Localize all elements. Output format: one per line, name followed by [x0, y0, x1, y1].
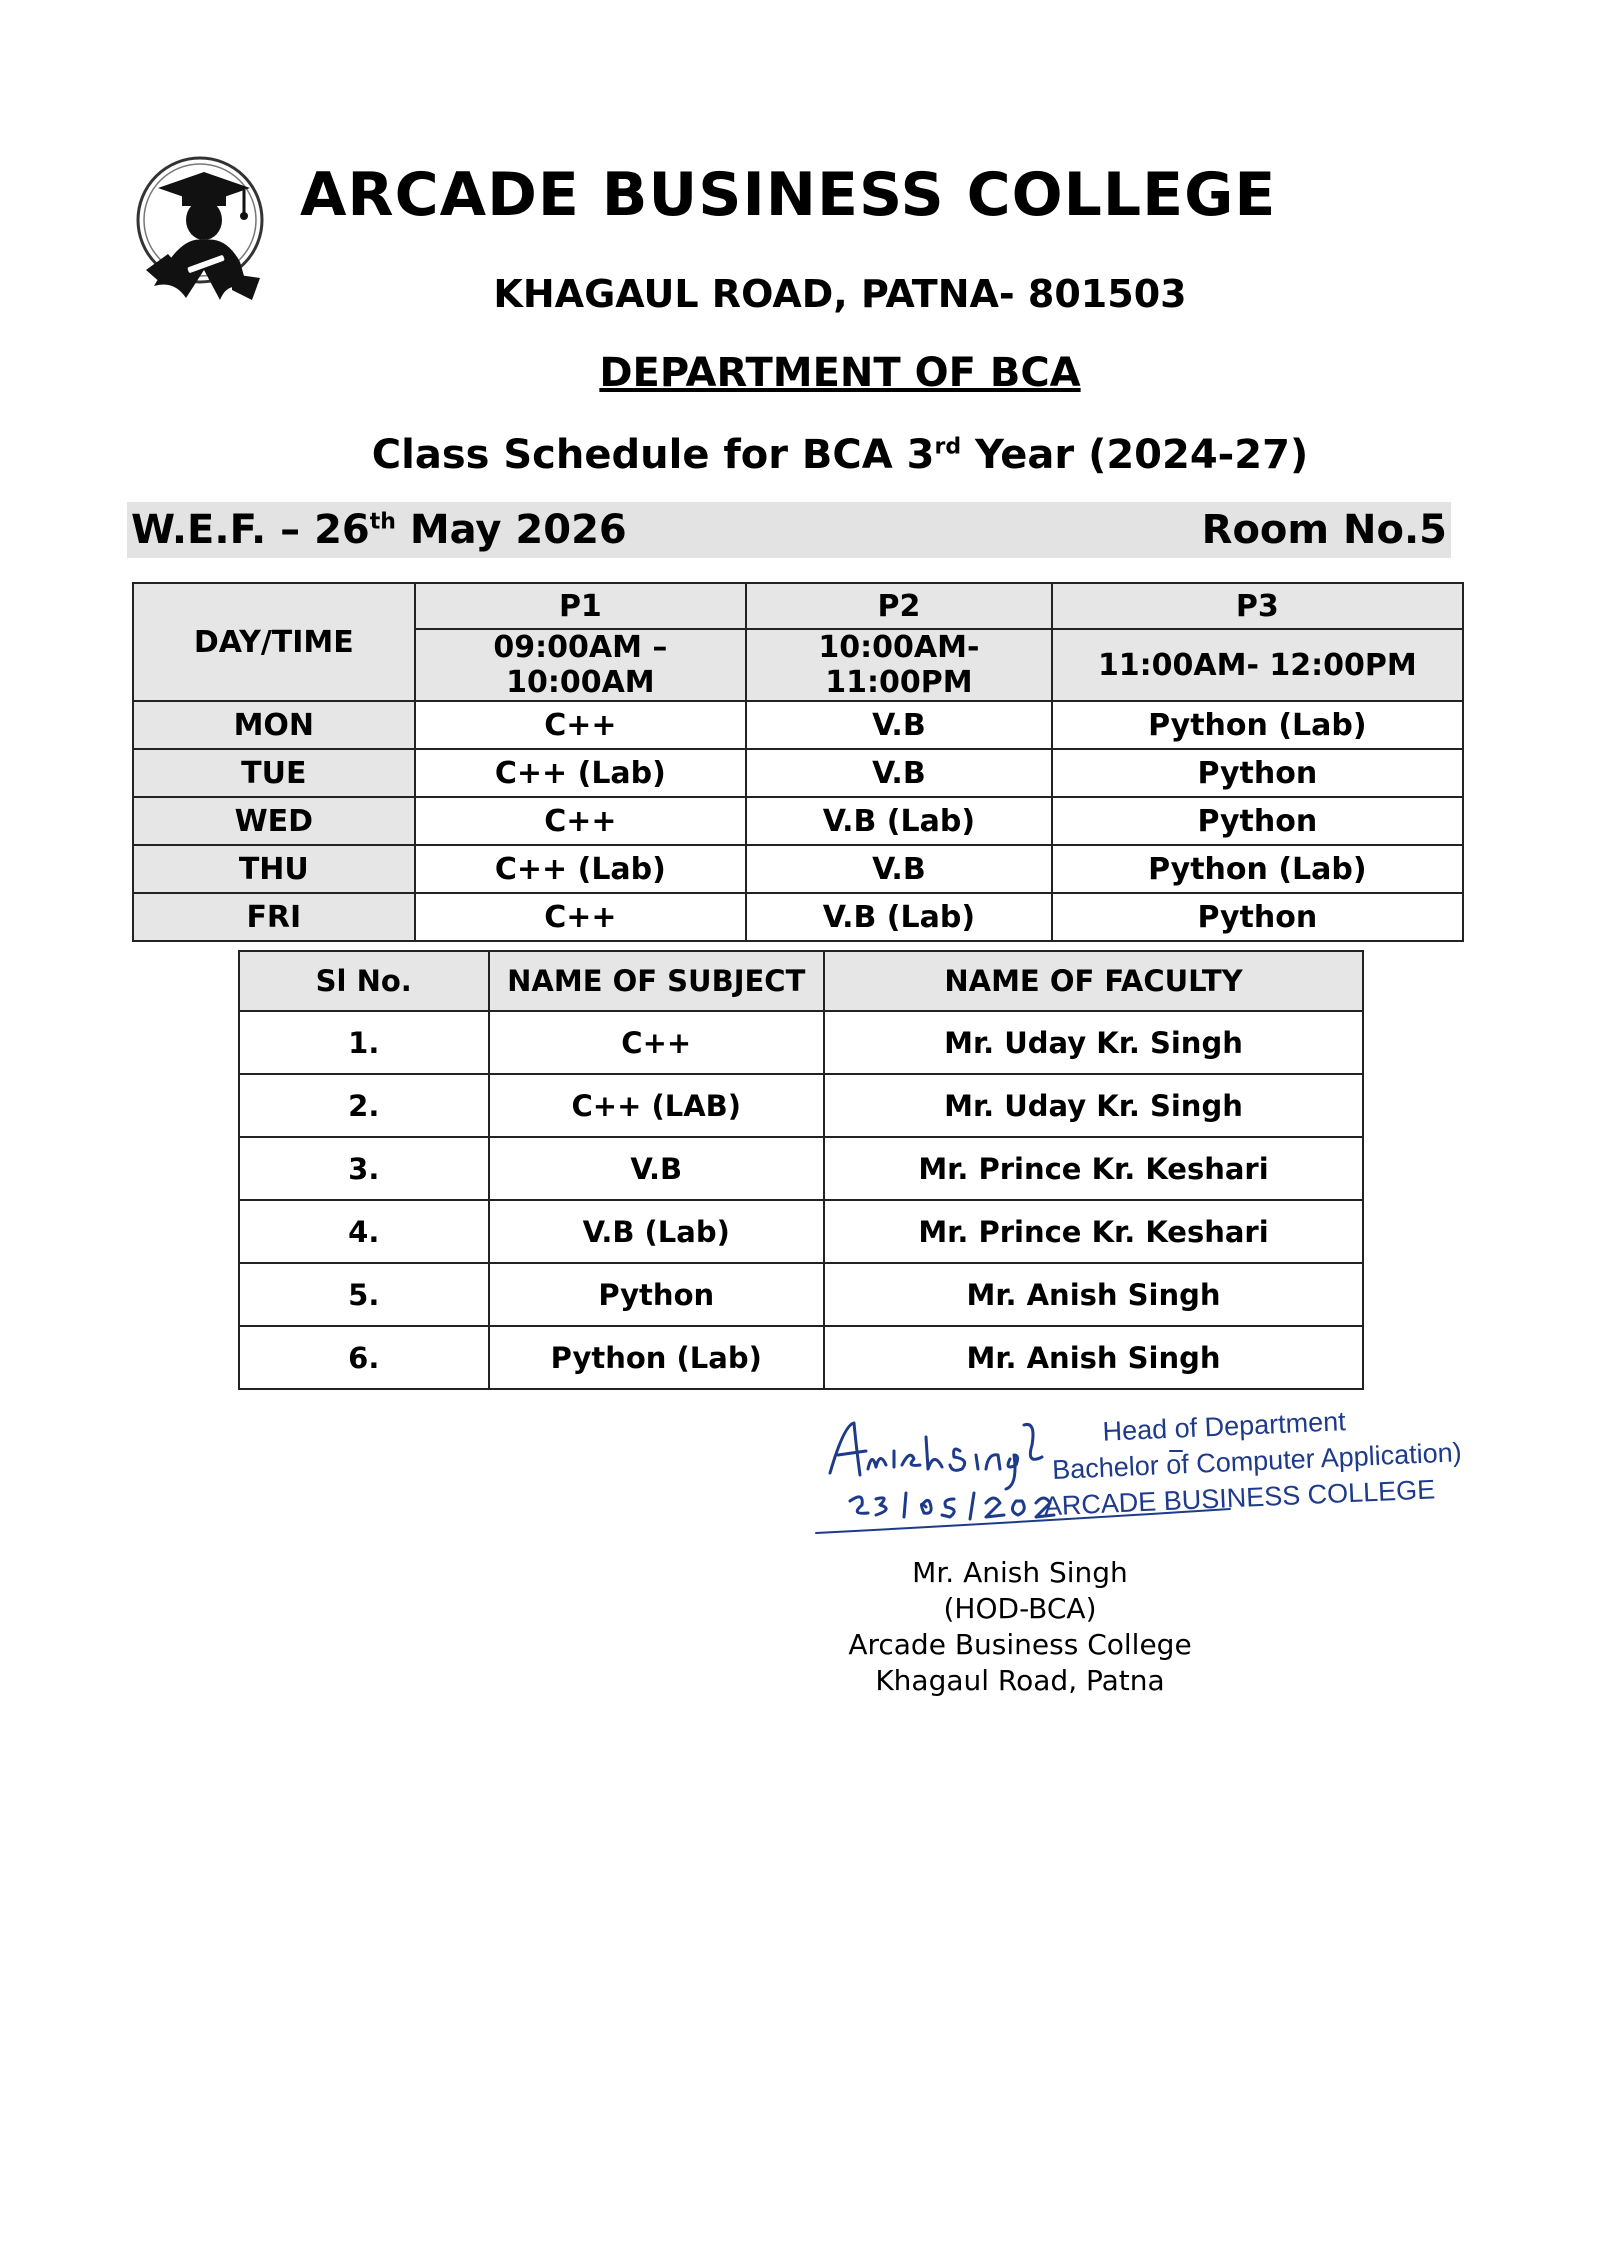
class-cell: C++ (Lab) [415, 845, 746, 893]
day-cell: WED [133, 797, 415, 845]
serial-number: 2. [239, 1074, 489, 1137]
faculty-name: Mr. Anish Singh [824, 1263, 1363, 1326]
column-header: NAME OF SUBJECT [489, 951, 825, 1011]
day-cell: MON [133, 701, 415, 749]
serial-number: 4. [239, 1200, 489, 1263]
column-header: Sl No. [239, 951, 489, 1011]
period-time: 11:00AM- 12:00PM [1052, 629, 1463, 701]
hod-designation: (HOD-BCA) [943, 1592, 1097, 1625]
serial-number: 1. [239, 1011, 489, 1074]
subject-table-header [239, 951, 1363, 1011]
table-row [239, 1200, 1363, 1263]
table-row [133, 797, 1463, 845]
class-cell: Python [1052, 893, 1463, 941]
hod-name: Mr. Anish Singh [912, 1556, 1128, 1589]
class-cell: Python [1052, 749, 1463, 797]
table-row [133, 845, 1463, 893]
faculty-name: Mr. Uday Kr. Singh [824, 1074, 1363, 1137]
class-cell: V.B [746, 749, 1052, 797]
wef-date [131, 507, 627, 553]
subject-name: Python (Lab) [489, 1326, 825, 1389]
department-title: DEPARTMENT OF BCA [599, 350, 1081, 396]
period-label: P3 [1052, 583, 1463, 629]
stamp-line: Head of Department [1101, 1406, 1347, 1447]
subject-faculty-table [238, 950, 1364, 1390]
period-label-row [133, 583, 1463, 629]
table-row [239, 1011, 1363, 1074]
class-cell: V.B (Lab) [746, 893, 1052, 941]
faculty-name: Mr. Prince Kr. Keshari [824, 1200, 1363, 1263]
wef-prefix: W.E.F. – 26 [131, 507, 370, 553]
class-cell: Python (Lab) [1052, 845, 1463, 893]
stamp-line: Bachelor of Computer Application) [1051, 1437, 1463, 1486]
day-cell: FRI [133, 893, 415, 941]
timetable [132, 582, 1464, 942]
subject-name: Python [489, 1263, 825, 1326]
college-name: ARCADE BUSINESS COLLEGE [300, 160, 1277, 230]
college-address: KHAGAUL ROAD, PATNA- 801503 [493, 272, 1187, 316]
class-cell: C++ [415, 893, 746, 941]
faculty-name: Mr. Uday Kr. Singh [824, 1011, 1363, 1074]
wef-sup: th [369, 509, 396, 535]
room-number: Room No.5 [1201, 507, 1447, 553]
table-row [239, 1137, 1363, 1200]
info-bar [127, 502, 1451, 558]
department-stamp [960, 1398, 1464, 1528]
class-cell: V.B [746, 845, 1052, 893]
subject-name: C++ [489, 1011, 825, 1074]
stamp-line: ARCADE BUSINESS COLLEGE [1043, 1474, 1436, 1522]
subject-name: V.B (Lab) [489, 1200, 825, 1263]
class-cell: C++ [415, 797, 746, 845]
class-cell: Python [1052, 797, 1463, 845]
table-row [133, 749, 1463, 797]
corner-label: DAY/TIME [133, 583, 415, 701]
subject-name: V.B [489, 1137, 825, 1200]
day-cell: TUE [133, 749, 415, 797]
class-cell: Python (Lab) [1052, 701, 1463, 749]
class-cell: C++ [415, 701, 746, 749]
table-row [133, 701, 1463, 749]
period-label: P1 [415, 583, 746, 629]
period-label: P2 [746, 583, 1052, 629]
hod-location: Khagaul Road, Patna [875, 1664, 1165, 1697]
faculty-name: Mr. Prince Kr. Keshari [824, 1137, 1363, 1200]
hod-details [820, 1555, 1220, 1699]
serial-number: 6. [239, 1326, 489, 1389]
column-header: NAME OF FACULTY [824, 951, 1363, 1011]
schedule-title-prefix: Class Schedule for BCA 3 [371, 432, 935, 478]
faculty-name: Mr. Anish Singh [824, 1326, 1363, 1389]
day-cell: THU [133, 845, 415, 893]
class-cell: V.B [746, 701, 1052, 749]
table-row [239, 1263, 1363, 1326]
schedule-title [0, 432, 1600, 478]
serial-number: 3. [239, 1137, 489, 1200]
period-time: 09:00AM – 10:00AM [415, 629, 746, 701]
table-row [133, 893, 1463, 941]
subject-name: C++ (LAB) [489, 1074, 825, 1137]
table-row [239, 1326, 1363, 1389]
wef-suffix: May 2026 [395, 507, 627, 553]
table-row [239, 1074, 1363, 1137]
schedule-title-suffix: Year (2024-27) [961, 432, 1309, 478]
serial-number: 5. [239, 1263, 489, 1326]
class-cell: C++ (Lab) [415, 749, 746, 797]
schedule-title-sup: rd [934, 434, 962, 460]
class-cell: V.B (Lab) [746, 797, 1052, 845]
hod-college: Arcade Business College [848, 1628, 1192, 1661]
period-time: 10:00AM-11:00PM [746, 629, 1052, 701]
